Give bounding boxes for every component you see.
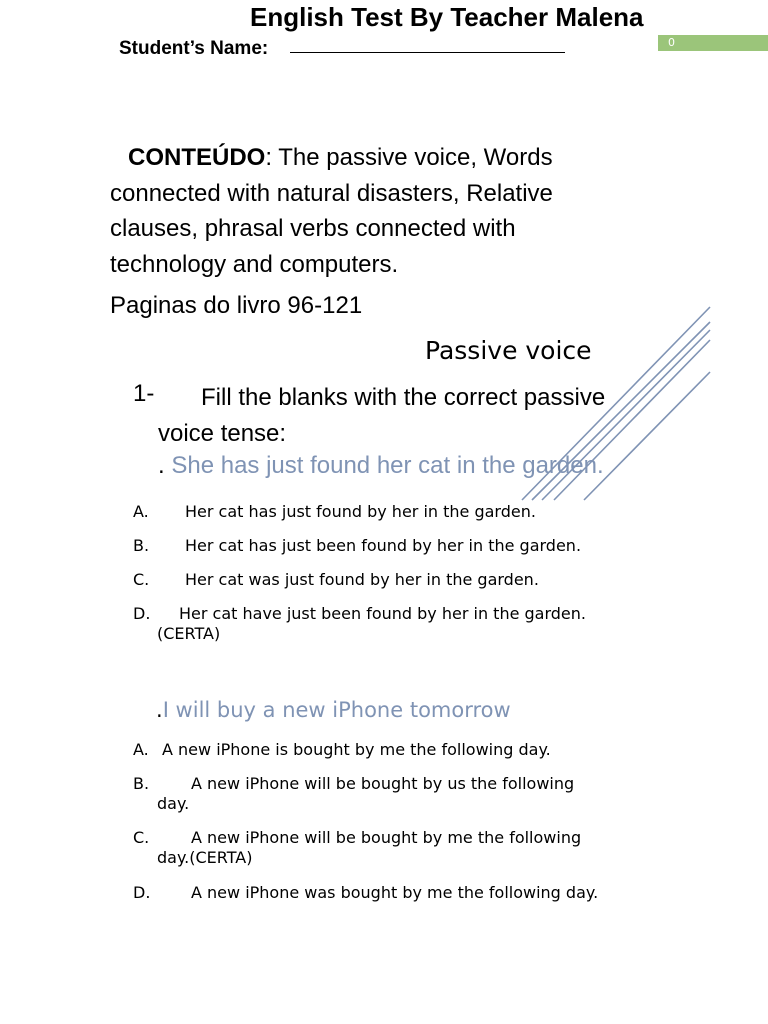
option-letter: A. [133, 502, 149, 521]
item2-prompt-text: I will buy a new iPhone tomorrow [162, 698, 511, 722]
item1-option-d [133, 604, 586, 624]
section-title: Passive voice [425, 336, 592, 365]
book-pages-line: Paginas do livro 96-121 [110, 292, 363, 319]
content-paragraph [110, 140, 630, 282]
item1-prompt [158, 452, 604, 480]
option-text: Her cat has just found by her in the garden. [185, 502, 536, 521]
content-label: CONTEÚDO [128, 144, 266, 171]
content-text: : The passive voice, Words connected with natural disasters, Relative clauses, phrasal verbs connected with technology and computers. [110, 144, 553, 278]
page-number-badge: 0 [658, 35, 768, 51]
item2-option-b [133, 774, 574, 794]
item2-option-d [133, 883, 598, 903]
question-number: 1- [133, 380, 155, 407]
option-text: A new iPhone was bought by me the following day. [191, 883, 599, 902]
option-letter: A. [133, 740, 149, 759]
option-text: A new iPhone will be bought by me the following [191, 828, 582, 847]
item2-option-c [133, 828, 581, 848]
option-text: Her cat has just been found by her in the garden. [185, 536, 582, 555]
option-letter: D. [133, 883, 151, 902]
item1-option-c [133, 570, 539, 590]
option-text: A new iPhone is bought by me the following day. [162, 740, 551, 759]
option-letter: B. [133, 774, 150, 793]
item1-option-a [133, 502, 536, 522]
item2-option-c-continuation: day.(CERTA) [157, 848, 253, 867]
item1-option-b [133, 536, 581, 556]
item1-prompt-text: She has just found her cat in the garden. [171, 452, 604, 479]
option-letter: C. [133, 828, 150, 847]
item2-option-a [133, 740, 551, 760]
student-name-blank-line [290, 52, 565, 53]
document-title: English Test By Teacher Malena [250, 2, 644, 32]
item2-bullet: . [156, 698, 163, 722]
option-text: Her cat was just found by her in the garden. [185, 570, 539, 589]
item2-prompt [156, 698, 511, 722]
option-letter: D. [133, 604, 151, 623]
item1-bullet: . [158, 452, 165, 479]
option-text: Her cat have just been found by her in the garden. [179, 604, 586, 623]
option-text: A new iPhone will be bought by us the following [191, 774, 575, 793]
item2-option-b-continuation: day. [157, 794, 190, 813]
option-letter: B. [133, 536, 150, 555]
option-letter: C. [133, 570, 150, 589]
question-instruction: Fill the blanks with the correct passive voice tense: [158, 384, 606, 447]
item1-option-d-continuation: (CERTA) [157, 624, 221, 643]
student-name-label: Student’s Name: [119, 38, 269, 59]
